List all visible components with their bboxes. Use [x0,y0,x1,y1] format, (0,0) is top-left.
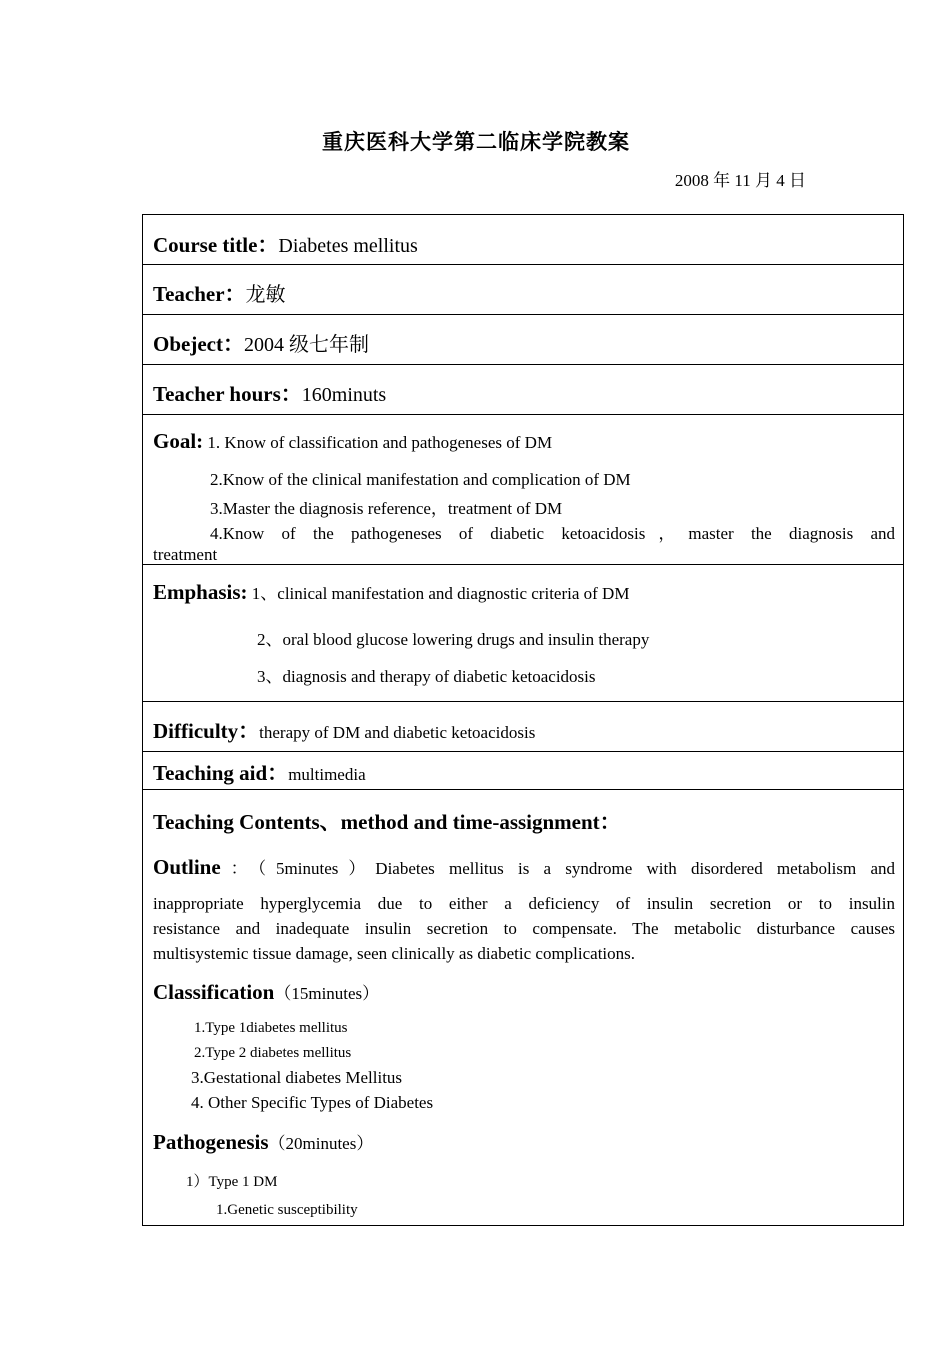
emphasis-item: 1、clinical manifestation and diagnostic criteria of DM [247,584,630,603]
classification-item: 3.Gestational diabetes Mellitus [191,1068,403,1087]
object-row [143,315,903,365]
contents-section [143,790,903,1227]
hours-label: Teacher hours： [153,382,302,406]
course-title-label: Course title： [153,233,279,257]
difficulty-label: Difficulty： [153,719,260,743]
aid-value: multimedia [288,765,366,784]
contents-heading: Teaching Contents、method and time-assignment： [153,810,621,834]
course-title-row [143,215,903,265]
goal-item: 2.Know of the clinical manifestation and complication of DM [210,470,631,489]
document-title: 重庆医科大学第二临床学院教案 [322,129,630,154]
goal-item: 1. Know of classification and pathogeneses of DM [203,433,553,452]
outline-text: multisystemic tissue damage, seen clinically as diabetic complications. [153,944,636,963]
outline-text: resistance and inadequate insulin secretion to compensate. The metabolic disturbance causes [153,919,895,938]
outline-text: ：（5minutes）Diabetes mellitus is a syndrome with disordered metabolism and [220,859,895,878]
object-label: Obeject： [153,332,244,356]
document-date: 2008 年 11 月 4 日 [674,171,806,190]
difficulty-row [143,702,903,752]
pathogenesis-time: （20minutes） [268,1134,374,1153]
classification-item: 4. Other Specific Types of Diabetes [191,1093,434,1112]
goal-row [143,415,903,565]
pathogenesis-subitem: 1）Type 1 DM [186,1174,278,1190]
outline-text: inappropriate hyperglycemia due to either a deficiency of insulin secretion or to insulin [153,894,895,913]
lesson-plan-table [142,214,904,1226]
goal-item: 4.Know of the pathogeneses of diabetic ketoacidosis，master the diagnosis and [210,524,895,543]
aid-row [143,752,903,790]
goal-label: Goal: [153,429,204,453]
aid-label: Teaching aid： [153,761,289,785]
classification-label: Classification [153,980,275,1004]
difficulty-value: therapy of DM and diabetic ketoacidosis [259,723,536,742]
goal-item: 3.Master the diagnosis reference，treatment of DM [210,499,563,518]
teacher-value: 龙敏 [245,284,286,306]
emphasis-item: 2、oral blood glucose lowering drugs and insulin therapy [257,630,650,649]
classification-time: （15minutes） [274,984,380,1003]
teacher-row [143,265,903,315]
emphasis-row [143,565,903,702]
course-title-value: Diabetes mellitus [278,235,418,257]
outline-label: Outline [153,855,221,879]
teacher-label: Teacher： [153,282,246,306]
classification-item: 2.Type 2 diabetes mellitus [194,1045,352,1061]
goal-item: treatment [153,545,218,564]
emphasis-item: 3、diagnosis and therapy of diabetic ketoacidosis [257,667,596,686]
hours-row [143,365,903,415]
object-value: 2004 级七年制 [243,334,369,356]
pathogenesis-label: Pathogenesis [153,1130,269,1154]
emphasis-label: Emphasis: [153,580,248,604]
hours-value: 160minuts [301,384,387,406]
pathogenesis-item: 1.Genetic susceptibility [216,1202,358,1218]
classification-item: 1.Type 1diabetes mellitus [194,1020,348,1036]
